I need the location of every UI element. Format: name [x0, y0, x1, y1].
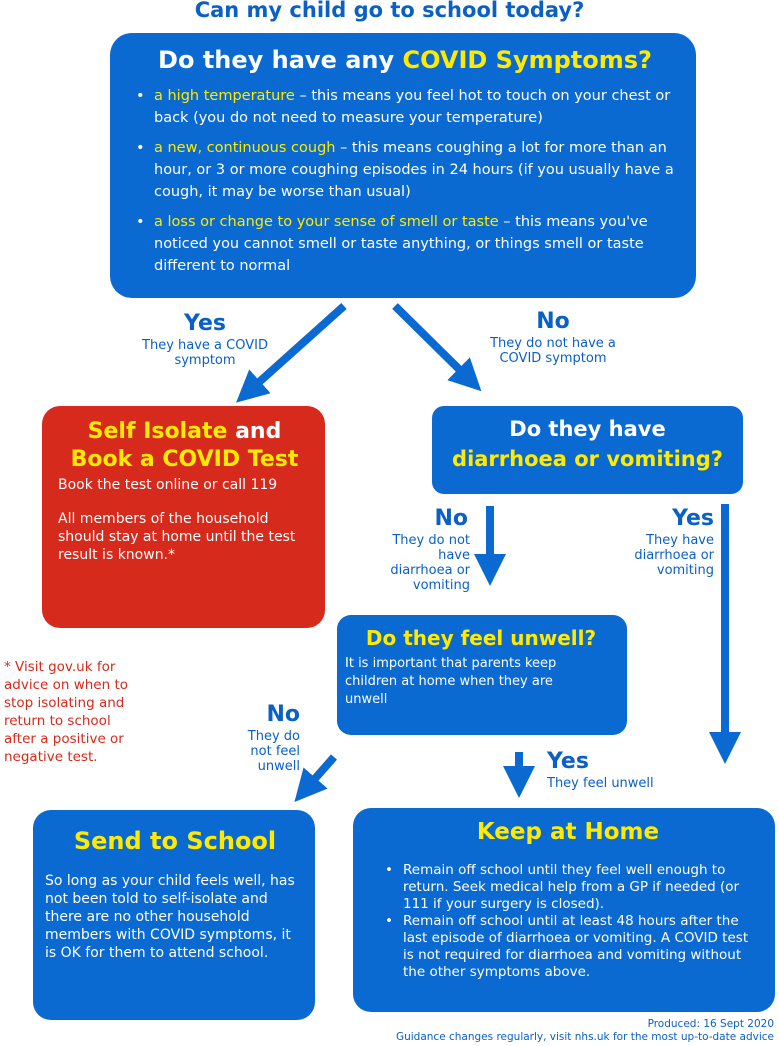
symptoms-box	[110, 33, 696, 298]
branch-sub: They have diarrhoea or vomiting	[634, 533, 714, 578]
branch-no-3	[200, 704, 300, 774]
branch-label: Yes	[547, 749, 589, 774]
guidance-note: Guidance changes regularly, visit nhs.uk for the most up-to-date advice	[395, 1031, 774, 1043]
title-book-test: Book a COVID Test	[70, 447, 299, 472]
symptom-cough	[134, 137, 676, 203]
symptom-highlight: a loss or change to your sense of smell or taste	[154, 214, 499, 230]
self-isolate-box	[42, 406, 325, 628]
title-self-isolate: Self Isolate	[87, 419, 228, 444]
branch-no-2	[360, 508, 470, 593]
diarrhoea-title-b: diarrhoea or vomiting?	[452, 447, 723, 471]
unwell-title: Do they feel unwell?	[365, 626, 597, 650]
symptom-text: – this means coughing a lot for more than an hour, or 3 or more coughing episodes in 24 hours (if you usually have a cough, it may be worse than usual)	[154, 140, 674, 200]
home-item-2: • Remain off school until at least 48 hours after the last episode of diarrhoea or vomiting. A COVID test is not required for diarrhoea and vomiting without the other symptoms above.	[383, 913, 763, 981]
branch-label: No	[536, 309, 570, 334]
page-title: Can my child go to school today?	[194, 0, 585, 22]
branch-sub: They do not have diarrhoea or vomiting	[390, 533, 470, 593]
branch-label: Yes	[672, 506, 714, 531]
book-test-line: Book the test online or call 119	[58, 477, 278, 493]
branch-yes-1	[130, 313, 280, 368]
branch-no-1	[480, 311, 626, 366]
branch-label: No	[434, 506, 468, 531]
symptoms-title	[134, 45, 676, 75]
branch-label: No	[266, 702, 300, 727]
unwell-text: It is important that parents keep children at home when they are unwell	[345, 656, 557, 707]
arrow-no-1	[395, 306, 470, 380]
branch-label: Yes	[184, 311, 226, 336]
household-line: All members of the household should stay at home until the test result is known.*	[58, 511, 296, 563]
symptom-temperature	[134, 85, 676, 129]
symptom-text: – this means you feel hot to touch on your chest or back (you do not need to measure your temperature)	[154, 88, 671, 126]
symptom-highlight: a new, continuous cough	[154, 140, 336, 156]
footnote: * Visit gov.uk for advice on when to stop isolating and return to school after a positive or negative test.	[4, 659, 129, 765]
send-to-school-box	[33, 810, 315, 1020]
school-text: So long as your child feels well, has not been told to self-isolate and there are no other household members with COVID symptoms, it is OK for them to attend school.	[45, 873, 295, 961]
branch-yes-2	[618, 508, 714, 578]
branch-sub: They feel unwell	[547, 776, 654, 791]
diarrhoea-title-a: Do they have	[509, 417, 666, 441]
symptom-highlight: a high temperature	[154, 88, 295, 104]
home-title: Keep at Home	[476, 819, 660, 845]
arrow-no-3	[305, 757, 334, 790]
title-and: and	[227, 419, 282, 444]
unwell-box	[337, 615, 627, 735]
symptoms-title-highlight: COVID Symptoms?	[402, 46, 652, 74]
branch-sub: They do not feel unwell	[247, 729, 300, 774]
branch-yes-3	[547, 751, 677, 791]
produced-date: Produced: 16 Sept 2020	[647, 1018, 774, 1030]
symptoms-list	[134, 85, 676, 277]
home-item-1: • Remain off school until they feel well enough to return. Seek medical help from a GP if needed (or 111 if your surgery is closed).	[383, 862, 763, 913]
symptom-smell-taste	[134, 211, 676, 277]
self-isolate-title	[58, 418, 311, 474]
symptom-text: – this means you've noticed you cannot smell or taste anything, or things smell or taste different to normal	[154, 214, 648, 274]
school-title: Send to School	[73, 827, 277, 855]
home-list	[383, 862, 763, 981]
diarrhoea-box	[432, 406, 743, 494]
symptoms-title-prefix: Do they have any	[158, 46, 403, 74]
branch-sub: They do not have a COVID symptom	[490, 336, 616, 366]
branch-sub: They have a COVID symptom	[142, 338, 268, 368]
keep-at-home-box	[353, 808, 775, 1012]
